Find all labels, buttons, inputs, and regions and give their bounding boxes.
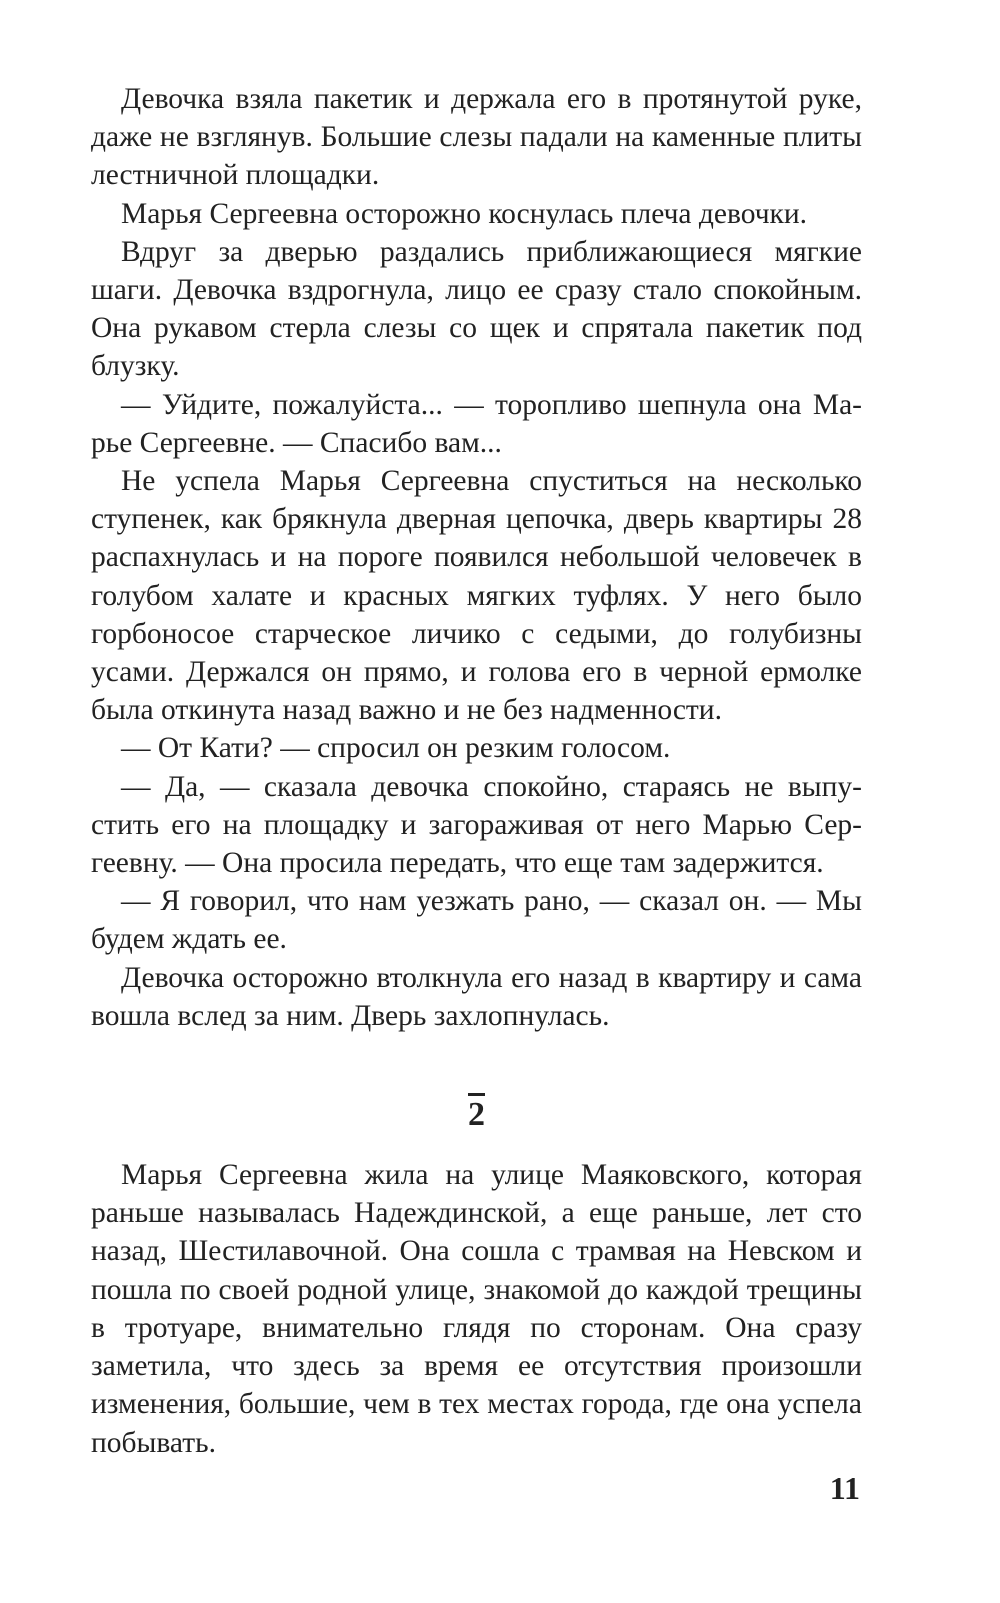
dialogue-paragraph: — Уйдите, пожалуйста... — торопливо шепнула она Марье Сергеевне. — Спасибо вам... bbox=[91, 388, 862, 459]
paragraph: Не успела Марья Сергеевна спуститься на несколько ступенек, как брякнула дверная цепочка, дверь квартиры 28 распахнулась и на пороге появился небольшой человечек в голубом халате и красных мягких туфлях. У него было горбоносое старческое личико с седыми, до голубизны усами. Держался он прямо, и голова его в черной ермолке была откинута назад важно и не без надменности. bbox=[91, 465, 862, 727]
dialogue-paragraph: — Я говорил, что нам уезжать рано, — сказал он. — Мы будем ждать ее. bbox=[91, 885, 862, 956]
dialogue-paragraph: — Да, — сказала девочка спокойно, стараясь не выпустить его на площадку и загораживая от него Марью Сергеевну. — Она просила передать, что еще там задержится. bbox=[91, 770, 862, 880]
paragraph: Марья Сергеевна осторожно коснулась плеча девочки. bbox=[121, 197, 808, 230]
paragraph: Девочка взяла пакетик и держала его в протянутой руке, даже не взглянув. Большие слезы падали на каменные плиты лестничной площадки. bbox=[91, 83, 862, 192]
paragraph: Девочка осторожно втолкнула его назад в квартиру и сама вошла вслед за ним. Дверь захлопнулась. bbox=[91, 961, 862, 1032]
paragraph: Вдруг за дверью раздались приближающиеся мягкие шаги. Девочка вздрогнула, лицо ее сразу стало спокойным. Она рукавом стерла слезы со щек и спрятала пакетик под блузку. bbox=[91, 235, 862, 383]
page-number: 11 bbox=[829, 1470, 860, 1506]
paragraph: Марья Сергеевна жила на улице Маяковского, которая раньше называлась Надеждинской, а еще раньше, лет сто назад, Шестилавочной. Она сошла с трамвая на Невском и пошла по своей родной улице, знакомой до каждой трещины в тротуаре, внимательно глядя по сторонам. Она сразу заметила, что здесь за время ее отсутствия произошли изменения, большие, чем в тех местах города, где она успела побывать. bbox=[91, 1159, 862, 1459]
chapter-number: 2 bbox=[468, 1093, 485, 1132]
text-section-2 bbox=[91, 1156, 862, 1462]
dialogue-paragraph: — От Кати? — спросил он резким голосом. bbox=[121, 732, 671, 765]
book-page bbox=[91, 80, 862, 1462]
text-section-1 bbox=[91, 80, 862, 1035]
chapter-heading bbox=[91, 1093, 862, 1138]
